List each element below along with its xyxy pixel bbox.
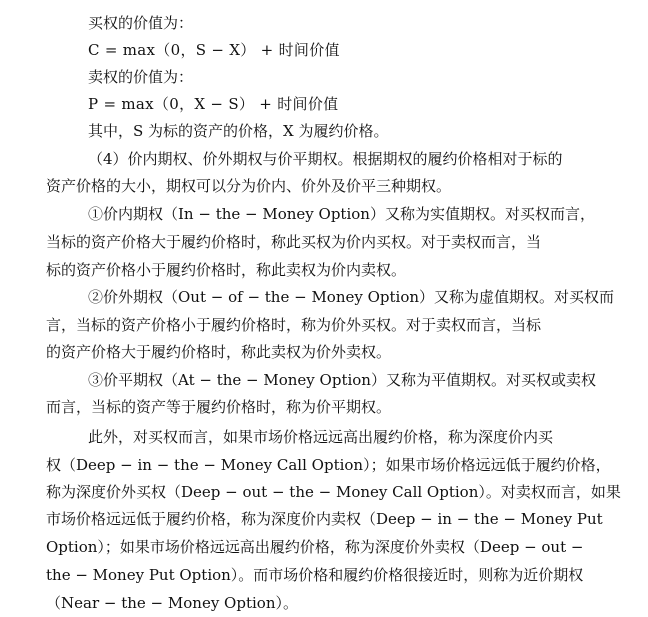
text-line: （Near − the − Money Option）。 <box>46 594 298 612</box>
text-line: 标的资产价格小于履约价格时，称此卖权为价内卖权。 <box>46 261 407 279</box>
text-line: ③价平期权（At − the − Money Option）又称为平值期权。对买权或卖权 <box>88 371 596 389</box>
text-line: 买权的价值为： <box>88 14 194 32</box>
text-line: 当标的资产价格大于履约价格时，称此买权为价内买权。对于卖权而言，当 <box>46 233 542 251</box>
text-line: 权（Deep − in − the − Money Call Option）；如果市场价格远远低于履约价格， <box>46 456 611 474</box>
call-value-formula: C = max（0，S − X） + 时间价值 <box>88 41 340 59</box>
text-line: 其中，S 为标的资产的价格，X 为履约价格。 <box>88 122 389 140</box>
text-line: 资产价格的大小，期权可以分为价内、价外及价平三种期权。 <box>46 177 452 195</box>
text-line: ①价内期权（In − the − Money Option）又称为实值期权。对买权而言， <box>88 205 595 223</box>
text-line: the − Money Put Option）。而市场价格和履约价格很接近时，则称为近价期权 <box>46 566 584 584</box>
text-line: 称为深度价外买权（Deep − out − the − Money Call Option）。对卖权而言，如果 <box>46 483 621 501</box>
text-line: 而言，当标的资产等于履约价格时，称为价平期权。 <box>46 398 392 416</box>
text-line: 此外，对买权而言，如果市场价格远远高出履约价格，称为深度价内买 <box>88 428 554 446</box>
text-line: Option）；如果市场价格远远高出履约价格，称为深度价外卖权（Deep − out − <box>46 538 584 556</box>
put-value-formula: P = max（0，X − S） + 时间价值 <box>88 95 339 113</box>
text-line: 市场价格远远低于履约价格，称为深度价内卖权（Deep − in − the − Money Put <box>46 510 603 528</box>
text-line: 言，当标的资产价格小于履约价格时，称为价外买权。对于卖权而言，当标 <box>46 316 542 334</box>
text-line: 的资产价格大于履约价格时，称此卖权为价外卖权。 <box>46 343 392 361</box>
text-line: ②价外期权（Out − of − the − Money Option）又称为虚值期权。对买权而 <box>88 288 615 306</box>
text-line: 卖权的价值为： <box>88 68 194 86</box>
paragraph-heading-line: （4）价内期权、价外期权与价平期权。根据期权的履约价格相对于标的 <box>88 150 563 168</box>
